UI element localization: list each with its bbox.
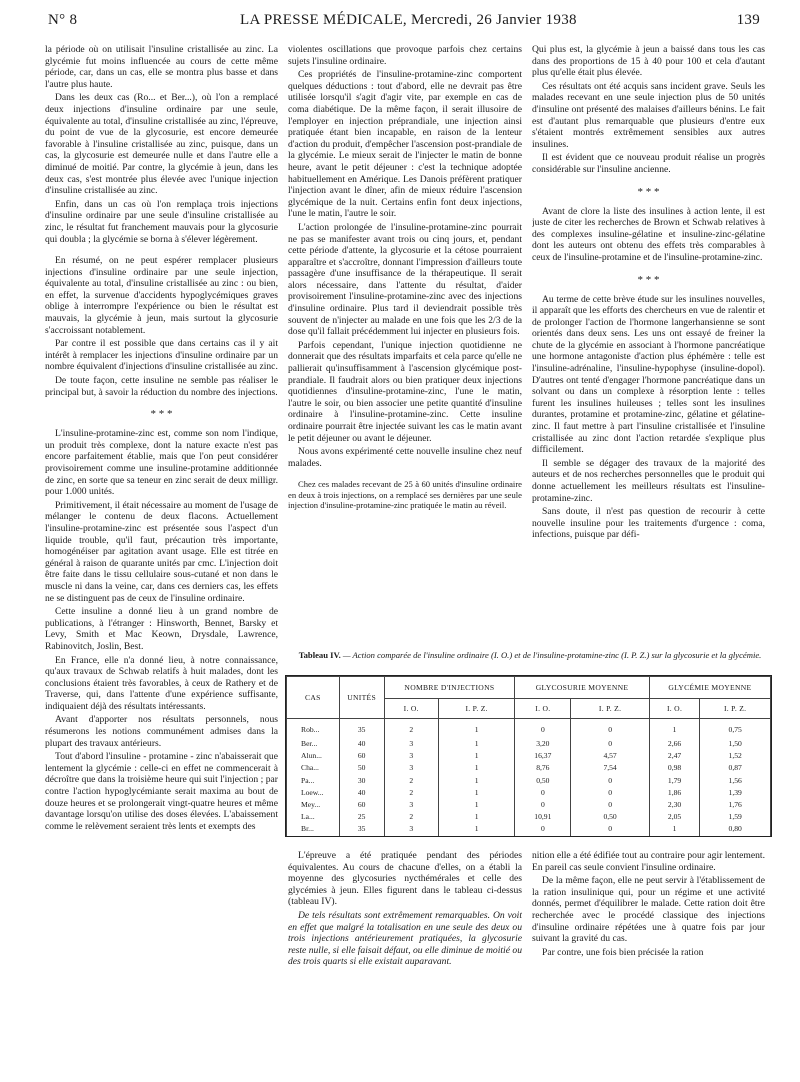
- table-cell: 10,91: [515, 812, 571, 824]
- journal-title: LA PRESSE MÉDICALE, Mercredi, 26 Janvier 1938: [240, 12, 577, 28]
- table-row: [287, 739, 771, 751]
- paragraph: De tels résultats sont extrêmement remarquables. On voit en effet que malgré la totalisation en une seule des deux ou trois injections antérieurement pratiquées, la glycosurie reste nulle, si elle faisait défaut, ou elle diminue de moitié ou des trois quarts si elle existait auparavant.: [288, 909, 522, 968]
- table-row: [287, 763, 771, 775]
- table-cell: 0: [571, 824, 649, 836]
- table-cell: 50: [339, 763, 384, 775]
- table-cell: 0,50: [571, 812, 649, 824]
- table-cell: 8,76: [515, 763, 571, 775]
- sub-header-io: I. O.: [515, 699, 571, 719]
- table-cell: 2: [384, 788, 439, 800]
- paragraph: Dans les deux cas (Ro... et Ber...), où l'on a remplacé deux injections d'insuline ordinaire par une seule, équivalente au total, d'insuline cristallisée au zinc, l'épreuve, du point de vue de la glycosurie, est encore demeurée favorable à l'insuline cristallisée au zinc, puisque, dans un cas, la glycosurie est demeurée nulle et dans l'autre elle a diminué de moitié. Par contre, la glycémie à jeun, dans les deux cas, s'est montrée plus élevée avec l'unique injection d'insuline cristallisée au zinc.: [45, 92, 278, 197]
- column-middle-bottom: [288, 850, 522, 1065]
- paragraph: Parfois cependant, l'unique injection quotidienne ne donnerait que des résultats imparfaits et cela parce qu'elle ne pallierait qu'insuffisamment à l'ascension glycémique post-prandiale. Il faudrait alors ou bien pratiquer deux injections quotidiennes d'insuline-protamine-zinc, l'une le matin, l'autre le soir, ou bien associer une petite quantité d'insuline ordinaire à l'insuline-protamine-zinc. Cette insuline ordinaire pourrait être injectée suivant les cas le matin avant le petit déjeuner ou avant le déjeuner.: [288, 339, 522, 444]
- table-row: [287, 719, 771, 740]
- table-cell: 1,59: [700, 812, 771, 824]
- table-cell: 2,30: [649, 800, 700, 812]
- paragraph: De la même façon, elle ne peut servir à l'établissement de la ration insulinique qui, pour un régime et une activité donnés, permet d'équilibrer le malade. Cette ration doit être recherchée avec le procédé classique des injections d'insuline ordinaire répétées une à quatre fois par jour suivant la gravité du cas.: [532, 875, 765, 945]
- table-cell: 1,76: [700, 800, 771, 812]
- table-cell-case: Alun...: [287, 751, 340, 763]
- paragraph: Tout d'abord l'insuline - protamine - zinc n'abaisserait que lentement la glycémie : celle-ci en effet ne commencerait à décroître que dans la troisième heure qui suit l'injection ; par contre l'action hypoglycémiante serait maxima au bout de douze heures et se prolongerait vingt-quatre heures et même davantage lorsqu'on utilise des doses élevées. L'abaissement comme le relèvement seraient très lents et exempts des: [45, 751, 278, 832]
- section-separator: * * *: [150, 408, 173, 421]
- paragraph: Ces résultats ont été acquis sans incident grave. Seuls les malades recevant en une seule injection plus de 50 unités d'insuline ont présenté des malaises d'ailleurs bénins. Le fait est d'autant plus remarquable que plusieurs d'entre eux s'étaient montrés extrêmement sensibles aux autres insulines.: [532, 80, 765, 150]
- page-number: 139: [736, 12, 760, 28]
- table-cell: 1: [439, 763, 515, 775]
- table-cell: 3: [384, 751, 439, 763]
- paragraph: En France, elle n'a donné lieu, à notre connaissance, qu'aux travaux de Schwab relatifs à huit malades, dont les conclusions étaient très favorables, à ceux de Rathery et de Traverse, qui, dans l'attente d'une expérience suffisante, indiquaient déjà des résultats intéressants.: [45, 654, 278, 712]
- table-cell-case: Rob...: [287, 719, 340, 740]
- table-cell: 1,39: [700, 788, 771, 800]
- table-cell: 4,57: [571, 751, 649, 763]
- col-header-unites: UNITÉS: [339, 677, 384, 719]
- table-cell: 7,54: [571, 763, 649, 775]
- table-cell: 1: [649, 824, 700, 836]
- table-row: [287, 776, 771, 788]
- table-cell-case: Ber...: [287, 739, 340, 751]
- table-row: [287, 800, 771, 812]
- paragraph: Par contre il est possible que dans certains cas il y ait intérêt à remplacer les injections d'insuline ordinaire par un nombre équivalent d'injections d'insuline cristallisée au zinc.: [45, 338, 278, 373]
- table-cell: 35: [339, 824, 384, 836]
- table-cell: 1: [649, 719, 700, 740]
- paragraph: Primitivement, il était nécessaire au moment de l'usage de mélanger le contenu de deux flacons. Actuellement l'insuline-protamine-zinc est présentée sous l'aspect d'un liquide trouble, qu'il faut, précaution très importante, homogénéiser par agitation avant usage. Elle est titrée en général à raison de quarante unités par cmc. L'injection doit être faite dans le tissu cellulaire sous-cutané et non dans le muscle ni dans la veine, car, dans ces derniers cas, les effets ne se distinguent pas de ceux de l'insuline ordinaire.: [45, 499, 278, 604]
- section-separator: * * *: [637, 273, 660, 286]
- paragraph: Avant de clore la liste des insulines à action lente, il est juste de citer les recherches de Brown et Schwab relatives à des complexes insuline-gélatine et insuline-zinc-gélatine dont les auteurs ont obtenu des effets très comparables à ceux de l'insuline-protamine et de l'insuline-protamine-zinc.: [532, 205, 765, 263]
- table-cell: 0: [571, 739, 649, 751]
- table-cell: 25: [339, 812, 384, 824]
- paragraph: Nous avons expérimenté cette nouvelle insuline chez neuf malades.: [288, 446, 522, 469]
- table-cell: 0: [571, 719, 649, 740]
- table-cell: 1,86: [649, 788, 700, 800]
- table-cell: 1: [439, 824, 515, 836]
- column-right-bottom: [532, 850, 765, 1065]
- table-cell: 1: [439, 751, 515, 763]
- table-cell: 1: [439, 812, 515, 824]
- table-cell: 1: [439, 800, 515, 812]
- col-header-injections: NOMBRE D'INJECTIONS: [384, 677, 515, 699]
- table-cell: 1,50: [700, 739, 771, 751]
- table-cell: 2,05: [649, 812, 700, 824]
- table-cell: 35: [339, 719, 384, 740]
- table-cell: 3: [384, 800, 439, 812]
- table-cell: 3: [384, 763, 439, 775]
- table-cell-case: Br...: [287, 824, 340, 836]
- table-cell: 0: [571, 800, 649, 812]
- section-separator: * * *: [637, 185, 660, 198]
- column-middle: [288, 44, 522, 620]
- table-cell-case: Cha...: [287, 763, 340, 775]
- sub-header-io: I. O.: [384, 699, 439, 719]
- paragraph: Cette insuline a donné lieu à un grand nombre de publications, à l'étranger : Hinsworth, Bennet, Barsky et Levy, Smith et Mac Keown, Drysdale, Lawrence, Rabinovitch, Joslin, Best.: [45, 606, 278, 652]
- sub-header-ipz: I. P. Z.: [439, 699, 515, 719]
- sub-header-ipz: I. P. Z.: [571, 699, 649, 719]
- col-header-glycemie: GLYCÉMIE MOYENNE: [649, 677, 770, 699]
- sub-header-ipz: I. P. Z.: [700, 699, 771, 719]
- paragraph: L'action prolongée de l'insuline-protamine-zinc pourrait ne pas se manifester avant trois ou cinq jours, et, pendant cette période d'attente, la glycosurie et la cétose pourraient apparaître et s'accroître, donnant l'impression d'ailleurs toute passagère d'une insuffisance de la thérapeutique. Il serait alors nécessaire, dans l'attente du résultat, d'aider provisoirement l'insuline-protamine-zinc avec des injections d'insuline ordinaire. Plus tard il deviendrait possible très souvent de n'injecter au malade en une fois que les 2/3 de la dose qu'il fallait précédemment lui injecter en plusieurs fois.: [288, 221, 522, 338]
- table-cell: 3,20: [515, 739, 571, 751]
- paragraph: L'épreuve a été pratiquée pendant des périodes équivalentes. Au cours de chacune d'elles, on a établi la moyenne des glycosuries nycthémérales et celle des glycémies à jeun. Elles figurent dans le tableau ci-dessus (tableau IV).: [288, 850, 522, 908]
- table-cell: 1: [439, 788, 515, 800]
- table-cell: 60: [339, 751, 384, 763]
- paragraph: nition elle a été édifiée tout au contraire pour agir lentement. En pareil cas seule convient l'insuline ordinaire.: [532, 850, 765, 873]
- paragraph: Avant d'apporter nos résultats personnels, nous résumerons les notions communément admises dans la plupart des travaux antérieurs.: [45, 714, 278, 749]
- table-cell: 1,56: [700, 776, 771, 788]
- running-header: [40, 12, 760, 34]
- col-header-cas: CAS: [287, 677, 340, 719]
- table-row: [287, 788, 771, 800]
- table-cell: 0,50: [515, 776, 571, 788]
- table-row: [287, 812, 771, 824]
- paragraph: L'insuline-protamine-zinc est, comme son nom l'indique, un produit très complexe, dont la nature exacte n'est pas encore parfaitement établie, mais que l'on peut considérer provisoirement comme une insuline-protamine additionnée de zinc, en sorte que sa teneur en zinc serait de deux milligr. pour 1.000 unités.: [45, 428, 278, 498]
- table-cell: 3: [384, 824, 439, 836]
- paragraph: Qui plus est, la glycémie à jeun a baissé dans tous les cas dans des proportions de 15 à 40 pour 100 et cela d'autant plus qu'elle était plus élevée.: [532, 44, 765, 79]
- paragraph: violentes oscillations que provoque parfois chez certains sujets l'insuline ordinaire.: [288, 44, 522, 67]
- table-cell: 0,80: [700, 824, 771, 836]
- paragraph: De toute façon, cette insuline ne semble pas réaliser le principal but, à savoir la réduction du nombre des injections.: [45, 375, 278, 398]
- table-cell: 0: [515, 824, 571, 836]
- table-cell: 0,87: [700, 763, 771, 775]
- table-cell: 2: [384, 776, 439, 788]
- table-cell: 0,75: [700, 719, 771, 740]
- table-cell: 1: [439, 719, 515, 740]
- table-cell: 0: [515, 800, 571, 812]
- table-cell: 0: [515, 788, 571, 800]
- table-cell: 40: [339, 788, 384, 800]
- table-cell: 1: [439, 739, 515, 751]
- column-left: [45, 44, 278, 1064]
- table-cell: 2,66: [649, 739, 700, 751]
- table-cell: 0: [571, 788, 649, 800]
- table-caption-text: — Action comparée de l'insuline ordinaire (I. O.) et de l'insuline-protamine-zinc (I. P. Z.) sur la glycosurie et la glycémie.: [342, 650, 762, 660]
- paragraph: Enfin, dans un cas où l'on remplaça trois injections d'insuline ordinaire par une seule d'insuline cristallisée au zinc, le résultat fut franchement mauvais pour la glycosurie qui doubla ; la glycémie se borna à s'élever légèrement.: [45, 198, 278, 245]
- table-cell: 0: [515, 719, 571, 740]
- paragraph: Il est évident que ce nouveau produit réalise un progrès considérable sur l'insuline ancienne.: [532, 152, 765, 175]
- table-cell: 2: [384, 719, 439, 740]
- table-row: [287, 824, 771, 836]
- table-cell: 60: [339, 800, 384, 812]
- issue-number: N° 8: [48, 12, 78, 28]
- paragraph: Au terme de cette brève étude sur les insulines nouvelles, il apparaît que les efforts des chercheurs en vue de ralentir et de prolonger l'action de l'hormone langerhansienne se sont orientés dans deux sens. Les uns ont essayé de freiner la chute de la glycémie en associant à l'hormone pancréatique une hormone antagoniste d'action plus éphémère : telle est l'insuline-adrénaline, l'insuline-hypophyse (insuline-dopol). D'autres ont tenté d'engager l'hormone pancréatique dans un solvant ou dans un complexe à résorption lente : telles furent les insulines huileuses ; telles sont les insulines durantes, protamine et protamine-zinc, gélatine et gélatine-zinc. Il faut mettre à part l'insuline cristallisée et l'insuline cristallisée au zinc dont l'action retardée s'explique plus difficilement.: [532, 293, 765, 456]
- paragraph: Il semble se dégager des travaux de la majorité des auteurs et de nos recherches personnelles que le produit qui donne actuellement les meilleurs résultats est l'insuline-protamine-zinc.: [532, 457, 765, 504]
- table-cell: 16,37: [515, 751, 571, 763]
- paragraph: Chez ces malades recevant de 25 à 60 unités d'insuline ordinaire en deux à trois injections, on a remplacé ses dernières par une seule injection d'insuline-protamine-zinc pratiquée le matin au réveil.: [288, 479, 522, 511]
- table-cell: 1: [439, 776, 515, 788]
- table-caption: [295, 650, 765, 661]
- table-cell: 40: [339, 739, 384, 751]
- table-cell: 1,52: [700, 751, 771, 763]
- column-right: [532, 44, 765, 620]
- table-cell-case: Loew...: [287, 788, 340, 800]
- table-cell: 2: [384, 812, 439, 824]
- table-cell: 0,98: [649, 763, 700, 775]
- table-cell: 30: [339, 776, 384, 788]
- table-cell: 0: [571, 776, 649, 788]
- paragraph: Ces propriétés de l'insuline-protamine-zinc comportent quelques déductions : tout d'abord, elle ne devrait pas être utilisée lorsqu'il s'agit d'agir vite, par exemple en cas de coma diabétique. De la même façon, il serait illusoire de l'employer en injection préprandiale, une injection ainsi pratiquée étant bien incapable, en raison de la lenteur d'action du produit, d'empêcher l'ascension post-prandiale de la glycémie. Le mieux serait de l'injecter le matin de bonne heure, avant le petit déjeuner : c'est la technique adoptée habituellement en Amérique. Les Danois préfèrent pratiquer l'injection avant le dîner, afin de mieux réduire l'ascension glycémique de la nuit. Certains enfin font deux injections, l'une le matin, l'autre le soir.: [288, 69, 522, 220]
- table-cell: 1,79: [649, 776, 700, 788]
- table-cell: 3: [384, 739, 439, 751]
- sub-header-io: I. O.: [649, 699, 700, 719]
- table-cell: 2,47: [649, 751, 700, 763]
- table-cell-case: Mey...: [287, 800, 340, 812]
- table-cell-case: La...: [287, 812, 340, 824]
- table-row: [287, 751, 771, 763]
- results-table: [285, 675, 772, 837]
- paragraph: Sans doute, il n'est pas question de recourir à cette nouvelle insuline pour les traitements d'urgence : coma, infections, puisque par défi-: [532, 506, 765, 541]
- paragraph: En résumé, on ne peut espérer remplacer plusieurs injections d'insuline ordinaire par une seule injection, équivalente au total, d'insuline cristallisée au zinc : ou bien, en effet, la survenue d'accidents hypoglycémiques graves oblige à interrompre l'expérience ou bien le résultat est mauvais, la glycémie à jeun, mais surtout la glycosurie s'accroissant notablement.: [45, 255, 278, 336]
- table-caption-label: Tableau IV.: [298, 650, 341, 660]
- col-header-glycosurie: GLYCOSURIE MOYENNE: [515, 677, 650, 699]
- paragraph: la période où on utilisait l'insuline cristallisée au zinc. La glycémie fut moins influencée au cours de cette même période, car, dans un cas, elle se montra plus basse et dans l'autre plus haute.: [45, 44, 278, 90]
- paragraph: Par contre, une fois bien précisée la ration: [542, 946, 704, 958]
- table-cell-case: Pa...: [287, 776, 340, 788]
